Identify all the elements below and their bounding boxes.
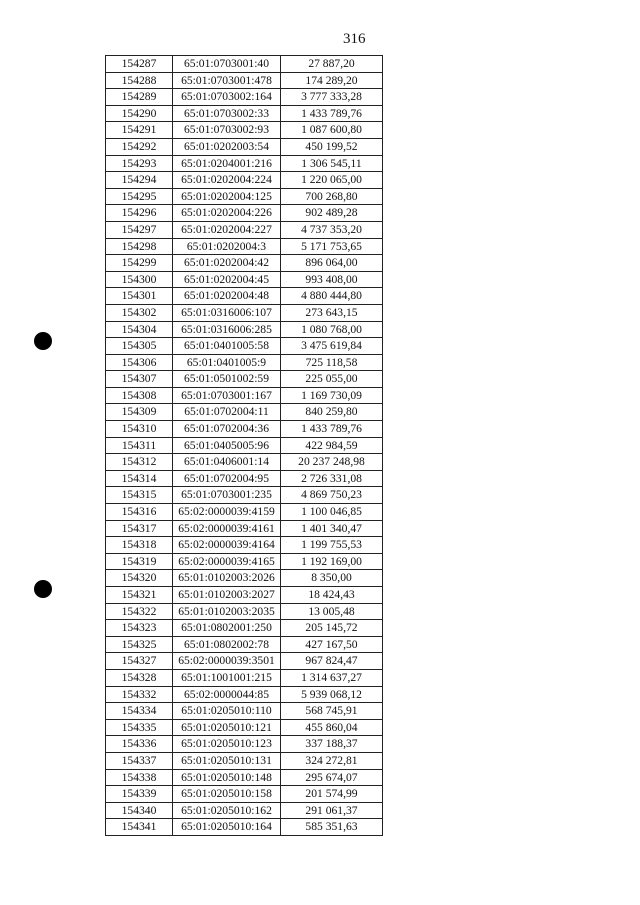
cadastral-value-cell: 5 939 068,12 xyxy=(281,686,383,703)
cadastral-number-cell: 65:01:0401005:58 xyxy=(173,338,281,355)
cadastral-value-cell: 4 880 444,80 xyxy=(281,288,383,305)
binder-hole-marker xyxy=(34,332,52,350)
cadastral-number-cell: 65:02:0000039:4164 xyxy=(173,537,281,554)
cadastral-number-cell: 65:01:0703002:93 xyxy=(173,122,281,139)
table-row xyxy=(106,271,383,288)
row-number-cell: 154338 xyxy=(106,769,173,786)
cadastral-value-cell: 1 433 789,76 xyxy=(281,105,383,122)
cadastral-number-cell: 65:02:0000039:4159 xyxy=(173,504,281,521)
table-row xyxy=(106,421,383,438)
table-row xyxy=(106,72,383,89)
table-row xyxy=(106,669,383,686)
table-row xyxy=(106,404,383,421)
table-body xyxy=(106,56,383,836)
cadastral-value-cell: 3 777 333,28 xyxy=(281,89,383,106)
table-row xyxy=(106,736,383,753)
cadastral-value-cell: 324 272,81 xyxy=(281,752,383,769)
cadastral-value-cell: 1 192 169,00 xyxy=(281,553,383,570)
table-row xyxy=(106,553,383,570)
row-number-cell: 154335 xyxy=(106,719,173,736)
cadastral-number-cell: 65:01:0202004:226 xyxy=(173,205,281,222)
table-row xyxy=(106,620,383,637)
cadastral-number-cell: 65:01:0202004:224 xyxy=(173,172,281,189)
row-number-cell: 154299 xyxy=(106,255,173,272)
table-row xyxy=(106,321,383,338)
cadastral-value-cell: 896 064,00 xyxy=(281,255,383,272)
row-number-cell: 154327 xyxy=(106,653,173,670)
cadastral-value-cell: 4 737 353,20 xyxy=(281,221,383,238)
cadastral-number-cell: 65:01:0703001:478 xyxy=(173,72,281,89)
cadastral-value-cell: 700 268,80 xyxy=(281,188,383,205)
table-row xyxy=(106,570,383,587)
table-row xyxy=(106,172,383,189)
cadastral-value-cell: 225 055,00 xyxy=(281,371,383,388)
table-row xyxy=(106,769,383,786)
cadastral-value-cell: 450 199,52 xyxy=(281,138,383,155)
cadastral-number-cell: 65:01:0202004:227 xyxy=(173,221,281,238)
row-number-cell: 154323 xyxy=(106,620,173,637)
row-number-cell: 154332 xyxy=(106,686,173,703)
row-number-cell: 154319 xyxy=(106,553,173,570)
table-row xyxy=(106,56,383,73)
cadastral-number-cell: 65:01:0202004:45 xyxy=(173,271,281,288)
cadastral-number-cell: 65:01:0205010:148 xyxy=(173,769,281,786)
cadastral-value-cell: 295 674,07 xyxy=(281,769,383,786)
cadastral-number-cell: 65:01:0703002:164 xyxy=(173,89,281,106)
table-row xyxy=(106,636,383,653)
cadastral-value-cell: 1 220 065,00 xyxy=(281,172,383,189)
cadastral-number-cell: 65:01:0205010:158 xyxy=(173,786,281,803)
cadastral-value-cell: 174 289,20 xyxy=(281,72,383,89)
row-number-cell: 154294 xyxy=(106,172,173,189)
cadastral-number-cell: 65:01:0316006:285 xyxy=(173,321,281,338)
binder-hole-marker xyxy=(34,580,52,598)
table-row xyxy=(106,238,383,255)
cadastral-number-cell: 65:01:0205010:110 xyxy=(173,703,281,720)
row-number-cell: 154339 xyxy=(106,786,173,803)
row-number-cell: 154311 xyxy=(106,437,173,454)
cadastral-value-cell: 1 306 545,11 xyxy=(281,155,383,172)
cadastral-value-cell: 8 350,00 xyxy=(281,570,383,587)
row-number-cell: 154289 xyxy=(106,89,173,106)
row-number-cell: 154325 xyxy=(106,636,173,653)
cadastral-value-table xyxy=(105,55,383,836)
table-row xyxy=(106,703,383,720)
table-row xyxy=(106,487,383,504)
cadastral-value-cell: 725 118,58 xyxy=(281,354,383,371)
cadastral-number-cell: 65:01:0202004:3 xyxy=(173,238,281,255)
cadastral-number-cell: 65:01:0202004:125 xyxy=(173,188,281,205)
cadastral-value-cell: 3 475 619,84 xyxy=(281,338,383,355)
row-number-cell: 154292 xyxy=(106,138,173,155)
table-row xyxy=(106,537,383,554)
cadastral-value-cell: 902 489,28 xyxy=(281,205,383,222)
cadastral-number-cell: 65:01:0501002:59 xyxy=(173,371,281,388)
row-number-cell: 154291 xyxy=(106,122,173,139)
row-number-cell: 154336 xyxy=(106,736,173,753)
row-number-cell: 154297 xyxy=(106,221,173,238)
cadastral-number-cell: 65:01:0202003:54 xyxy=(173,138,281,155)
cadastral-value-cell: 4 869 750,23 xyxy=(281,487,383,504)
cadastral-value-cell: 205 145,72 xyxy=(281,620,383,637)
table-row xyxy=(106,221,383,238)
cadastral-value-cell: 993 408,00 xyxy=(281,271,383,288)
row-number-cell: 154328 xyxy=(106,669,173,686)
row-number-cell: 154321 xyxy=(106,587,173,604)
table-row xyxy=(106,752,383,769)
table-row xyxy=(106,387,383,404)
row-number-cell: 154341 xyxy=(106,819,173,836)
cadastral-number-cell: 65:01:0202004:48 xyxy=(173,288,281,305)
cadastral-number-cell: 65:01:0702004:36 xyxy=(173,421,281,438)
cadastral-value-cell: 967 824,47 xyxy=(281,653,383,670)
row-number-cell: 154293 xyxy=(106,155,173,172)
table-row xyxy=(106,437,383,454)
row-number-cell: 154315 xyxy=(106,487,173,504)
table-row xyxy=(106,338,383,355)
table-row xyxy=(106,786,383,803)
cadastral-value-cell: 18 424,43 xyxy=(281,587,383,604)
row-number-cell: 154309 xyxy=(106,404,173,421)
row-number-cell: 154308 xyxy=(106,387,173,404)
row-number-cell: 154304 xyxy=(106,321,173,338)
row-number-cell: 154290 xyxy=(106,105,173,122)
table-row xyxy=(106,255,383,272)
cadastral-number-cell: 65:01:0401005:9 xyxy=(173,354,281,371)
cadastral-number-cell: 65:01:0406001:14 xyxy=(173,454,281,471)
cadastral-value-cell: 422 984,59 xyxy=(281,437,383,454)
table-row xyxy=(106,504,383,521)
cadastral-value-cell: 291 061,37 xyxy=(281,802,383,819)
cadastral-value-cell: 1 199 755,53 xyxy=(281,537,383,554)
cadastral-number-cell: 65:01:0702004:95 xyxy=(173,470,281,487)
cadastral-number-cell: 65:02:0000044:85 xyxy=(173,686,281,703)
table-row xyxy=(106,155,383,172)
cadastral-value-cell: 1 401 340,47 xyxy=(281,520,383,537)
table-row xyxy=(106,520,383,537)
cadastral-number-cell: 65:01:0802002:78 xyxy=(173,636,281,653)
cadastral-number-cell: 65:01:1001001:215 xyxy=(173,669,281,686)
cadastral-number-cell: 65:01:0205010:123 xyxy=(173,736,281,753)
cadastral-value-cell: 273 643,15 xyxy=(281,304,383,321)
cadastral-value-cell: 1 080 768,00 xyxy=(281,321,383,338)
row-number-cell: 154337 xyxy=(106,752,173,769)
cadastral-value-cell: 2 726 331,08 xyxy=(281,470,383,487)
cadastral-number-cell: 65:01:0102003:2026 xyxy=(173,570,281,587)
table-row xyxy=(106,138,383,155)
cadastral-number-cell: 65:01:0205010:162 xyxy=(173,802,281,819)
table-row xyxy=(106,288,383,305)
row-number-cell: 154320 xyxy=(106,570,173,587)
row-number-cell: 154312 xyxy=(106,454,173,471)
cadastral-value-cell: 585 351,63 xyxy=(281,819,383,836)
cadastral-number-cell: 65:01:0702004:11 xyxy=(173,404,281,421)
cadastral-number-cell: 65:02:0000039:4161 xyxy=(173,520,281,537)
cadastral-number-cell: 65:02:0000039:3501 xyxy=(173,653,281,670)
table-row xyxy=(106,686,383,703)
table-row xyxy=(106,188,383,205)
table-row xyxy=(106,205,383,222)
row-number-cell: 154316 xyxy=(106,504,173,521)
cadastral-value-cell: 1 433 789,76 xyxy=(281,421,383,438)
cadastral-number-cell: 65:01:0205010:164 xyxy=(173,819,281,836)
cadastral-value-cell: 27 887,20 xyxy=(281,56,383,73)
row-number-cell: 154300 xyxy=(106,271,173,288)
cadastral-number-cell: 65:01:0405005:96 xyxy=(173,437,281,454)
cadastral-number-cell: 65:01:0205010:121 xyxy=(173,719,281,736)
row-number-cell: 154314 xyxy=(106,470,173,487)
row-number-cell: 154298 xyxy=(106,238,173,255)
table-row xyxy=(106,354,383,371)
row-number-cell: 154317 xyxy=(106,520,173,537)
row-number-cell: 154334 xyxy=(106,703,173,720)
table-row xyxy=(106,653,383,670)
row-number-cell: 154295 xyxy=(106,188,173,205)
row-number-cell: 154287 xyxy=(106,56,173,73)
table-row xyxy=(106,105,383,122)
cadastral-number-cell: 65:01:0703002:33 xyxy=(173,105,281,122)
cadastral-number-cell: 65:02:0000039:4165 xyxy=(173,553,281,570)
table-row xyxy=(106,89,383,106)
table-row xyxy=(106,802,383,819)
cadastral-number-cell: 65:01:0703001:40 xyxy=(173,56,281,73)
cadastral-value-cell: 1 314 637,27 xyxy=(281,669,383,686)
row-number-cell: 154340 xyxy=(106,802,173,819)
cadastral-value-cell: 337 188,37 xyxy=(281,736,383,753)
table-row xyxy=(106,587,383,604)
cadastral-number-cell: 65:01:0802001:250 xyxy=(173,620,281,637)
cadastral-value-cell: 427 167,50 xyxy=(281,636,383,653)
table-row xyxy=(106,304,383,321)
cadastral-value-cell: 455 860,04 xyxy=(281,719,383,736)
row-number-cell: 154306 xyxy=(106,354,173,371)
row-number-cell: 154318 xyxy=(106,537,173,554)
cadastral-number-cell: 65:01:0204001:216 xyxy=(173,155,281,172)
page-number: 316 xyxy=(343,31,366,47)
row-number-cell: 154310 xyxy=(106,421,173,438)
cadastral-number-cell: 65:01:0703001:167 xyxy=(173,387,281,404)
table-row xyxy=(106,819,383,836)
table-row xyxy=(106,454,383,471)
row-number-cell: 154301 xyxy=(106,288,173,305)
cadastral-value-cell: 201 574,99 xyxy=(281,786,383,803)
row-number-cell: 154307 xyxy=(106,371,173,388)
cadastral-value-cell: 568 745,91 xyxy=(281,703,383,720)
table-row xyxy=(106,122,383,139)
cadastral-value-cell: 1 100 046,85 xyxy=(281,504,383,521)
cadastral-value-cell: 1 169 730,09 xyxy=(281,387,383,404)
table-row xyxy=(106,719,383,736)
cadastral-value-cell: 20 237 248,98 xyxy=(281,454,383,471)
cadastral-value-cell: 5 171 753,65 xyxy=(281,238,383,255)
cadastral-number-cell: 65:01:0102003:2027 xyxy=(173,587,281,604)
table-row xyxy=(106,470,383,487)
cadastral-value-cell: 1 087 600,80 xyxy=(281,122,383,139)
cadastral-number-cell: 65:01:0102003:2035 xyxy=(173,603,281,620)
table-row xyxy=(106,371,383,388)
row-number-cell: 154302 xyxy=(106,304,173,321)
row-number-cell: 154305 xyxy=(106,338,173,355)
cadastral-number-cell: 65:01:0703001:235 xyxy=(173,487,281,504)
cadastral-number-cell: 65:01:0316006:107 xyxy=(173,304,281,321)
row-number-cell: 154296 xyxy=(106,205,173,222)
table-row xyxy=(106,603,383,620)
cadastral-number-cell: 65:01:0202004:42 xyxy=(173,255,281,272)
cadastral-value-cell: 13 005,48 xyxy=(281,603,383,620)
cadastral-number-cell: 65:01:0205010:131 xyxy=(173,752,281,769)
row-number-cell: 154322 xyxy=(106,603,173,620)
row-number-cell: 154288 xyxy=(106,72,173,89)
cadastral-value-cell: 840 259,80 xyxy=(281,404,383,421)
